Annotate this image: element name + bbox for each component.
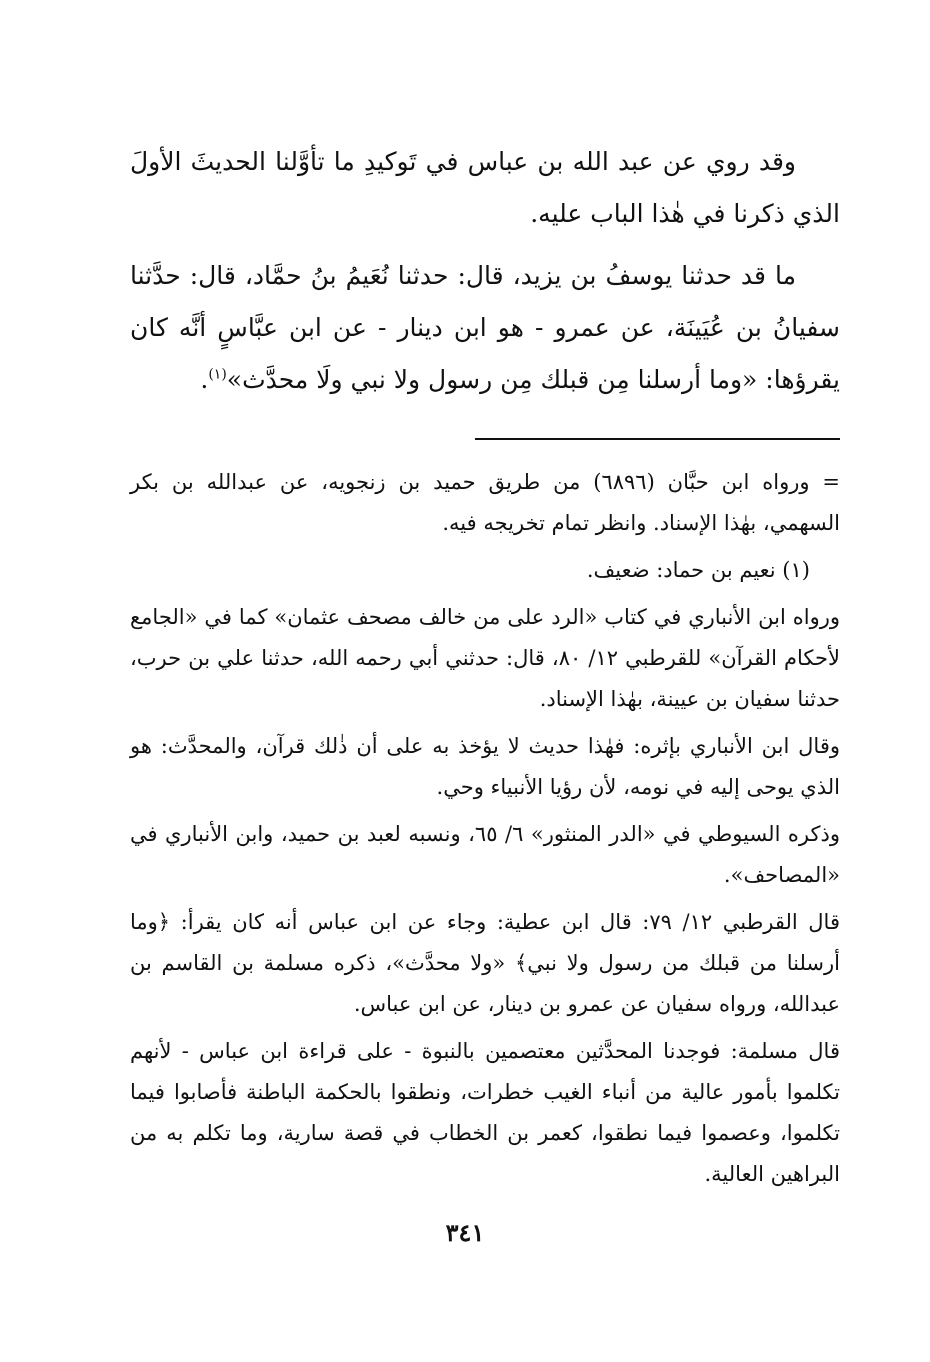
footnote-continuation: = ورواه ابن حبَّان (٦٨٩٦) من طريق حميد بن زنجويه، عن عبدالله بن بكر السهمي، بهٰذا الإسناد. وانظر تمام تخريجه فيه. [130, 470, 840, 535]
footnote-reference[interactable]: (١) [208, 366, 227, 383]
page-number: ٣٤١ [445, 1218, 485, 1247]
footnote-paragraph: قال القرطبي ١٢/ ٧٩: قال ابن عطية: وجاء عن ابن عباس أنه كان يقرأ: ﴿وما أرسلنا من قبلك من رسول ولا نبي﴾ «ولا محدَّث»، ذكره مسلمة بن القاسم بن عبدالله، ورواه سفيان عن عمرو بن دينار، عن ابن عباس. [130, 910, 840, 1016]
footnote-paragraph: وقال ابن الأنباري بإثره: فهٰذا حديث لا يؤخذ به على أن ذٰلك قرآن، والمحدَّث: هو الذي يوحى إليه في نومه، لأن رؤيا الأنبياء وحي. [130, 734, 840, 799]
main-paragraph-1: وقد روي عن عبد الله بن عباس في تَوكيدِ ما تأوَّلنا الحديثَ الأولَ الذي ذكرنا في هٰذا الباب عليه. [130, 147, 840, 228]
footnote-paragraph: ورواه ابن الأنباري في كتاب «الرد على من خالف مصحف عثمان» كما في «الجامع لأحكام القرآن» للقرطبي ١٢/ ٨٠، قال: حدثني أبي رحمه الله، حدثنا علي بن حرب، حدثنا سفيان بن عيينة، بهٰذا الإسناد. [130, 605, 840, 711]
footnote-paragraph: وذكره السيوطي في «الدر المنثور» ٦/ ٦٥، ونسبه لعبد بن حميد، وابن الأنباري في «المصاحف». [130, 822, 840, 887]
main-text-block [130, 136, 840, 416]
footnote-separator [475, 438, 840, 440]
main-paragraph-2 [130, 250, 840, 406]
footnote-paragraph: قال مسلمة: فوجدنا المحدَّثين معتصمين بالنبوة - على قراءة ابن عباس - لأنهم تكلموا بأمور عالية من أنباء الغيب خطرات، ونطقوا بالحكمة الباطنة فأصابوا فيما تكلموا، وعصموا فيما نطقوا، كعمر بن الخطاب في قصة سارية، وما تكلم به من البراهين العالية. [130, 1039, 840, 1186]
footnotes-block [130, 462, 840, 1201]
main-paragraph-2-end: . [200, 365, 209, 394]
main-paragraph-2-text: ما قد حدثنا يوسفُ بن يزيد، قال: حدثنا نُعَيمُ بنُ حمَّاد، قال: حدَّثنا سفيانُ بن عُيَينَة، عن عمرو - هو ابن دينار - عن ابن عبَّاسٍ أنَّه كان يقرؤها: «وما أرسلنا مِن قبلك مِن رسول ولا نبي ولَا محدَّث» [130, 261, 840, 394]
footnote-1: (١) نعيم بن حماد: ضعيف. [586, 558, 810, 582]
